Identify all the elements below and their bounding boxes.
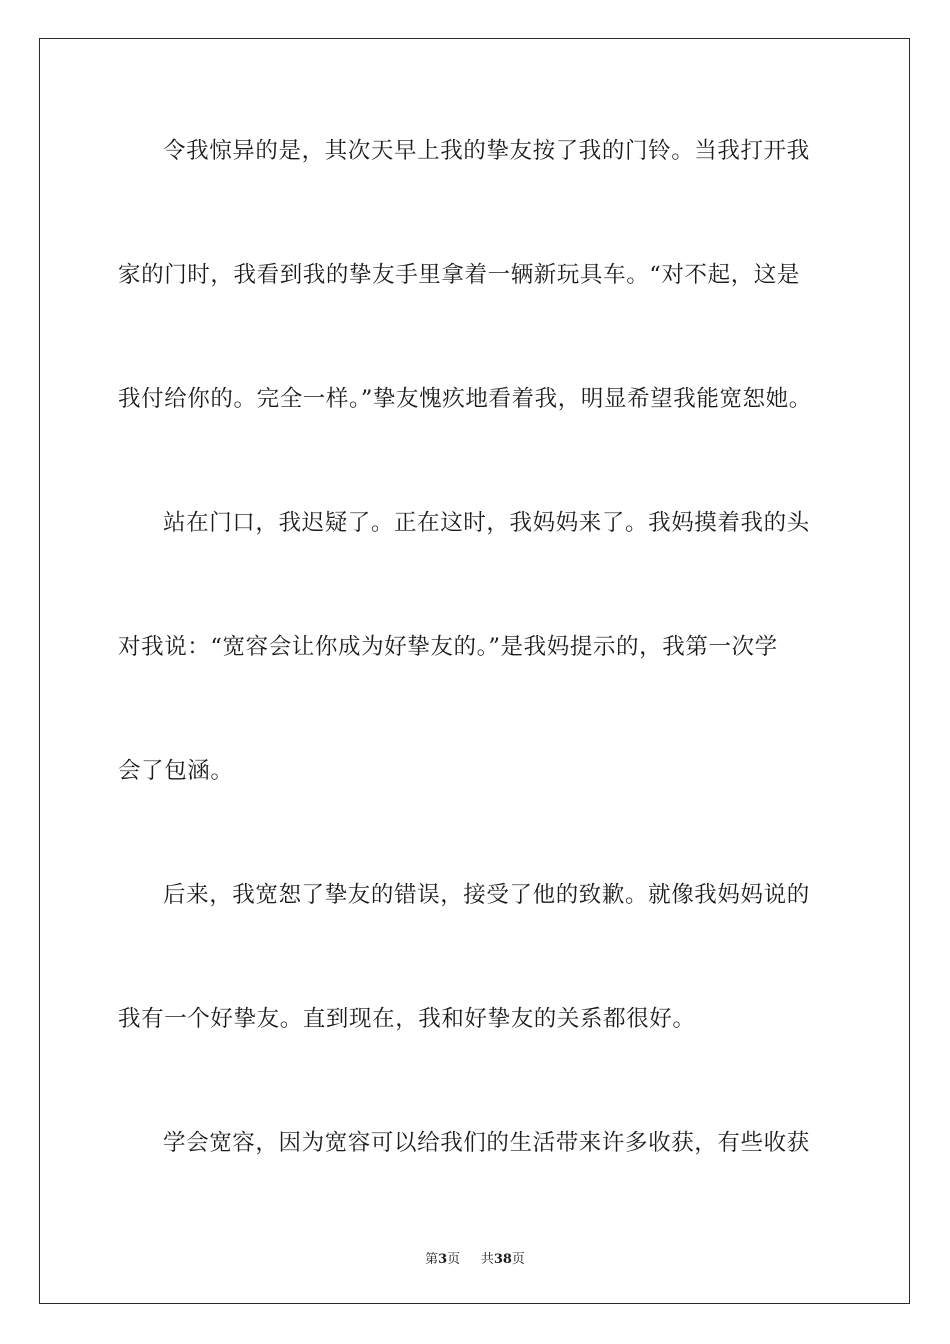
paragraph-line: 站在门口，我迟疑了。正在这时，我妈妈来了。我妈摸着我的头 bbox=[163, 510, 810, 536]
total-pages-label bbox=[481, 1252, 525, 1267]
total-suffix: 页 bbox=[511, 1252, 525, 1267]
total-prefix: 共 bbox=[480, 1252, 494, 1267]
paragraph-line: 会了包涵。 bbox=[118, 758, 234, 784]
page-border bbox=[39, 38, 910, 1304]
page-number: 3 bbox=[438, 1252, 448, 1267]
paragraph-line: 我付给你的。完全一样。”挚友愧疚地看着我，明显希望我能宽恕她。 bbox=[118, 386, 812, 412]
page-number-label bbox=[425, 1252, 460, 1267]
paragraph-line: 家的门时，我看到我的挚友手里拿着一辆新玩具车。“对不起，这是 bbox=[118, 262, 801, 288]
paragraph-line: 令我惊异的是，其次天早上我的挚友按了我的门铃。当我打开我 bbox=[163, 138, 810, 164]
total-pages: 38 bbox=[493, 1252, 512, 1267]
page-suffix: 页 bbox=[447, 1252, 461, 1267]
page-prefix: 第 bbox=[425, 1252, 439, 1267]
paragraph-line: 后来，我宽恕了挚友的错误，接受了他的致歉。就像我妈妈说的 bbox=[163, 882, 810, 908]
paragraph-line: 对我说：“宽容会让你成为好挚友的。”是我妈提示的，我第一次学 bbox=[118, 634, 778, 660]
paragraph-line: 我有一个好挚友。直到现在，我和好挚友的关系都很好。 bbox=[118, 1006, 696, 1032]
paragraph-line: 学会宽容，因为宽容可以给我们的生活带来许多收获，有些收获 bbox=[163, 1130, 810, 1156]
page-footer bbox=[0, 1248, 950, 1267]
